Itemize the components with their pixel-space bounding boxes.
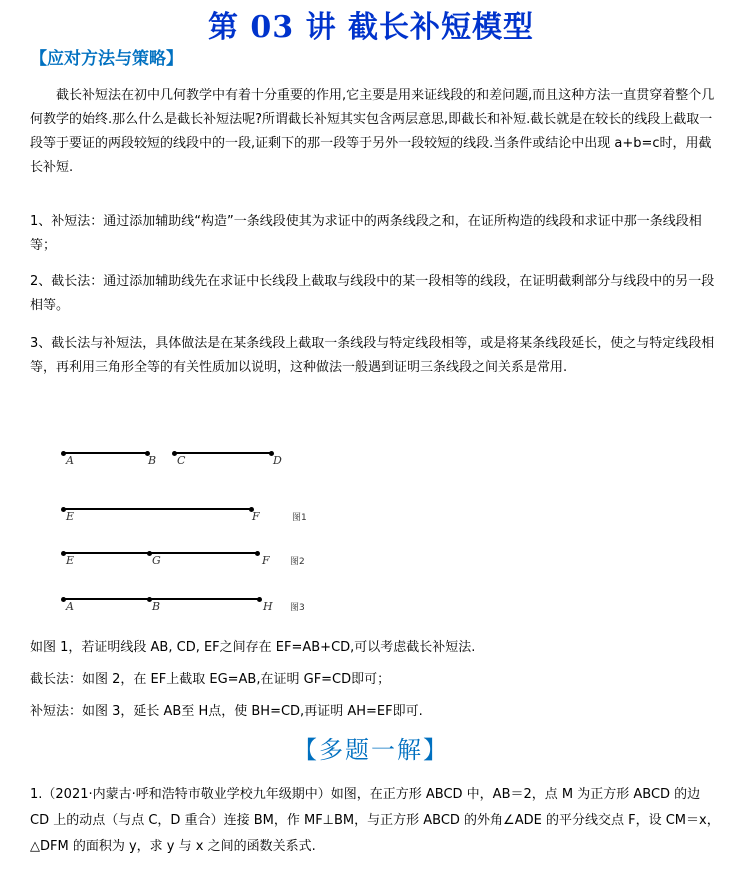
method-3: 3、截长法与补短法，具体做法是在某条线段上截取一条线段与特定线段相等，或是将某条线段延长，使之与特定线段相等，再利用三角形全等的有关性质加以说明，这种做法一般遇到证明三条线段之间关系是常用. — [30, 336, 715, 375]
label-f-fig2: F — [262, 554, 270, 567]
segment-ef-fig1 — [63, 508, 251, 510]
explanation-fill-short: 补短法：如图 3，延长 AB至 H点，使 BH=CD,再证明 AH=EF即可. — [30, 704, 423, 719]
label-g-fig2: G — [152, 554, 161, 567]
caption-fig1: 图1 — [292, 513, 307, 523]
label-f-fig1: F — [252, 510, 260, 523]
label-a: A — [66, 454, 74, 467]
label-h-fig3: H — [263, 600, 273, 613]
label-a-fig3: A — [66, 600, 74, 613]
page-title: 第 03 讲 截长补短模型 — [207, 10, 535, 45]
section-heading-strategy: 【应对方法与策略】 — [30, 49, 183, 69]
segment-ah-fig3 — [63, 598, 259, 600]
point-f-fig2 — [255, 551, 260, 556]
explanation-cut-long: 截长法：如图 2，在 EF上截取 EG=AB,在证明 GF=CD即可； — [30, 672, 391, 687]
problem-1: 1.（2021·内蒙古·呼和浩特市敬业学校九年级期中）如图，在正方形 ABCD 中，AB＝2，点 M 为正方形 ABCD 的边 CD 上的动点（与点 C，D 重合）连接 BM，作 MF⊥BM，与正方形 ABCD 的外角∠ADE 的平分线交点 F，设 CM＝x，△DFM 的面积为 y，求 y 与 x 之间的函数关系式. — [30, 787, 720, 854]
segment-figures — [0, 440, 742, 620]
label-e-fig2: E — [66, 554, 75, 567]
method-1: 1、补短法：通过添加辅助线“构造”一条线段使其为求证中的两条线段之和，在证所构造的线段和求证中那一条线段相等； — [30, 214, 702, 253]
segment-ab — [63, 452, 147, 454]
explanation-fig1: 如图 1，若证明线段 AB, CD, EF之间存在 EF=AB+CD,可以考虑截长补短法. — [30, 640, 476, 655]
caption-fig3: 图3 — [290, 603, 305, 613]
label-b: B — [148, 454, 157, 467]
label-e-fig1: E — [66, 510, 75, 523]
label-c: C — [177, 454, 186, 467]
label-d: D — [273, 454, 282, 467]
section-heading-problems: 【多题一解】 — [293, 736, 449, 764]
method-2: 2、截长法：通过添加辅助线先在求证中长线段上截取与线段中的某一段相等的线段，在证明截剩部分与线段中的另一段相等。 — [30, 274, 715, 313]
segment-cd — [174, 452, 271, 454]
caption-fig2: 图2 — [290, 557, 305, 567]
intro-paragraph: 截长补短法在初中几何教学中有着十分重要的作用,它主要是用来证线段的和差问题,而且这种方法一直贯穿着整个几何教学的始终.那么什么是截长补短法呢?所谓截长补短其实包含两层意思,即截长和补短.截长就是在较长的线段上截取一段等于要证的两段较短的线段中的一段,证剩下的那一段等于另外一段较短的线段.当条件或结论中出现 a+b=c时，用截长补短. — [30, 88, 715, 175]
point-h-fig3 — [257, 597, 262, 602]
label-b-fig3: B — [152, 600, 161, 613]
